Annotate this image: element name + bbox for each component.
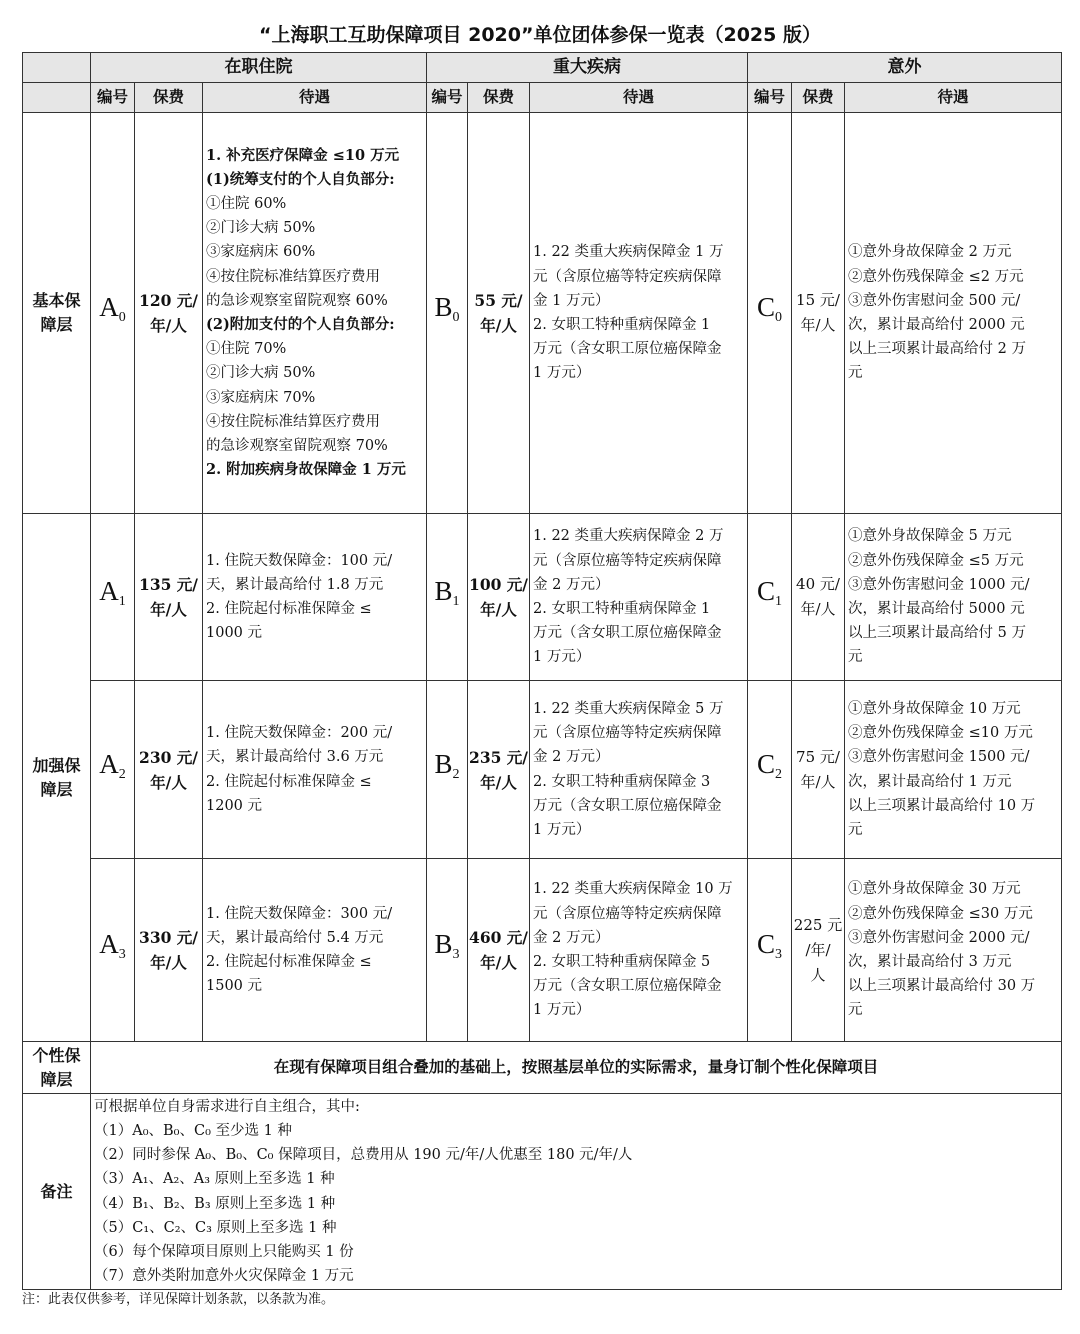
plan-code-a1: $A_1$	[91, 514, 135, 681]
plan-code-a0: $A_0$	[91, 113, 135, 514]
table-row-enhanced-1	[23, 514, 1062, 681]
sub-header-code: 编号	[91, 83, 135, 113]
benefits-b0: 1. 22 类重大疾病保障金 1 万 元（含原位癌等特定疾病保障 金 1 万元） 2. 女职工特种重病保障金 1 万元（含女职工原位癌保障金 1 万元）	[530, 113, 748, 514]
sub-header-benefit: 待遇	[845, 83, 1062, 113]
notes-item: （2）同时参保 A₀、B₀、C₀ 保障项目，总费用从 190 元/年/人优惠至 180 元/年/人	[94, 1147, 633, 1164]
sub-header-benefit: 待遇	[530, 83, 748, 113]
benefits-b3: 1. 22 类重大疾病保障金 10 万 元（含原位癌等特定疾病保障 金 2 万元） 2. 女职工特种重病保障金 5 万元（含女职工原位癌保障金 1 万元）	[530, 859, 748, 1042]
table-row-enhanced-3	[23, 859, 1062, 1042]
sub-header-fee: 保费	[468, 83, 530, 113]
premium-b0: 55 元/ 年/人	[468, 113, 530, 514]
benefits-a3: 1. 住院天数保障金：300 元/ 天，累计最高给付 5.4 万元 2. 住院起付标准保障金 ≤ 1500 元	[203, 859, 427, 1042]
table-row-enhanced-2	[23, 681, 1062, 859]
benefits-b1: 1. 22 类重大疾病保障金 2 万 元（含原位癌等特定疾病保障 金 2 万元） 2. 女职工特种重病保障金 1 万元（含女职工原位癌保障金 1 万元）	[530, 514, 748, 681]
plan-code-c3: $C_3$	[748, 859, 792, 1042]
benefits-a1: 1. 住院天数保障金：100 元/ 天，累计最高给付 1.8 万元 2. 住院起付标准保障金 ≤ 1000 元	[203, 514, 427, 681]
plan-code-a2: $A_2$	[91, 681, 135, 859]
plan-code-c1: $C_1$	[748, 514, 792, 681]
sub-header-row	[23, 83, 1062, 113]
premium-a1: 135 元/ 年/人	[135, 514, 203, 681]
notes-intro: 可根据单位自身需求进行自主组合，其中:	[94, 1098, 360, 1115]
sub-header-code: 编号	[427, 83, 468, 113]
notes-item: （4）B₁、B₂、B₃ 原则上至多选 1 种	[94, 1195, 336, 1212]
group-header-hospital: 在职住院	[91, 53, 427, 83]
insurance-table	[22, 52, 1062, 1290]
layer-label-enhanced: 加强保障层	[23, 514, 91, 1042]
premium-a2: 230 元/ 年/人	[135, 681, 203, 859]
layer-label-basic: 基本保障层	[23, 113, 91, 514]
plan-code-b3: $B_3$	[427, 859, 468, 1042]
table-row-custom	[23, 1042, 1062, 1094]
premium-a0: 120 元/ 年/人	[135, 113, 203, 514]
plan-code-a3: $A_3$	[91, 859, 135, 1042]
benefits-a0: 1. 补充医疗保障金 ≤10 万元 (1)统筹支付的个人自负部分: ①住院 60% ②门诊大病 50% ③家庭病床 60% ④按住院标准结算医疗费用 的急诊观察室留院观察 60% (2)附加支付的个人自负部分: ①住院 70% ②门诊大病 50% ③家庭病床 70% ④按住院标准结算医疗费用 的急诊观察室留院观察 70% 2. 附加疾病身故保障金 1 万元	[203, 113, 427, 514]
benefits-b2: 1. 22 类重大疾病保障金 5 万 元（含原位癌等特定疾病保障 金 2 万元） 2. 女职工特种重病保障金 3 万元（含女职工原位癌保障金 1 万元）	[530, 681, 748, 859]
benefits-c1: ①意外身故保障金 5 万元 ②意外伤残保障金 ≤5 万元 ③意外伤害慰问金 1000 元/ 次，累计最高给付 5000 元 以上三项累计最高给付 5 万 元	[845, 514, 1062, 681]
benefits-c0: ①意外身故保障金 2 万元 ②意外伤残保障金 ≤2 万元 ③意外伤害慰问金 500 元/ 次，累计最高给付 2000 元 以上三项累计最高给付 2 万 元	[845, 113, 1062, 514]
notes-item: （3）A₁、A₂、A₃ 原则上至多选 1 种	[94, 1171, 335, 1188]
sub-header-fee: 保费	[792, 83, 845, 113]
benefits-c2: ①意外身故保障金 10 万元 ②意外伤残保障金 ≤10 万元 ③意外伤害慰问金 1500 元/ 次，累计最高给付 1 万元 以上三项累计最高给付 10 万 元	[845, 681, 1062, 859]
notes-item: （7）意外类附加意外火灾保障金 1 万元	[94, 1268, 354, 1285]
plan-code-c0: $C_0$	[748, 113, 792, 514]
sub-header-benefit: 待遇	[203, 83, 427, 113]
sub-header-fee: 保费	[135, 83, 203, 113]
premium-c3: 225 元 /年/ 人	[792, 859, 845, 1042]
notes-item: （6）每个保障项目原则上只能购买 1 份	[94, 1243, 354, 1260]
premium-c2: 75 元/ 年/人	[792, 681, 845, 859]
benefits-c3: ①意外身故保障金 30 万元 ②意外伤残保障金 ≤30 万元 ③意外伤害慰问金 2000 元/ 次，累计最高给付 3 万元 以上三项累计最高给付 30 万 元	[845, 859, 1062, 1042]
notes-item: （1）A₀、B₀、C₀ 至少选 1 种	[94, 1122, 292, 1139]
group-header-accident: 意外	[748, 53, 1062, 83]
sub-header-code: 编号	[748, 83, 792, 113]
notes-content	[91, 1094, 1062, 1290]
premium-b3: 460 元/ 年/人	[468, 859, 530, 1042]
benefits-a2: 1. 住院天数保障金：200 元/ 天，累计最高给付 3.6 万元 2. 住院起付标准保障金 ≤ 1200 元	[203, 681, 427, 859]
table-row-basic	[23, 113, 1062, 514]
plan-code-b0: $B_0$	[427, 113, 468, 514]
plan-code-b1: $B_1$	[427, 514, 468, 681]
premium-a3: 330 元/ 年/人	[135, 859, 203, 1042]
plan-code-b2: $B_2$	[427, 681, 468, 859]
layer-label-notes: 备注	[23, 1094, 91, 1290]
premium-c0: 15 元/ 年/人	[792, 113, 845, 514]
table-row-notes	[23, 1094, 1062, 1290]
premium-b1: 100 元/ 年/人	[468, 514, 530, 681]
footnote: 注：此表仅供参考，详见保障计划条款，以条款为准。	[22, 1292, 335, 1307]
premium-b2: 235 元/ 年/人	[468, 681, 530, 859]
layer-label-custom: 个性保障层	[23, 1042, 91, 1094]
premium-c1: 40 元/ 年/人	[792, 514, 845, 681]
page-title: “上海职工互助保障项目 2020”单位团体参保一览表（2025 版）	[259, 24, 821, 46]
group-header-critical: 重大疾病	[427, 53, 748, 83]
custom-layer-text: 在现有保障项目组合叠加的基础上，按照基层单位的实际需求，量身订制个性化保障项目	[91, 1042, 1062, 1094]
group-header-row	[23, 53, 1062, 83]
plan-code-c2: $C_2$	[748, 681, 792, 859]
notes-item: （5）C₁、C₂、C₃ 原则上至多选 1 种	[94, 1219, 337, 1236]
